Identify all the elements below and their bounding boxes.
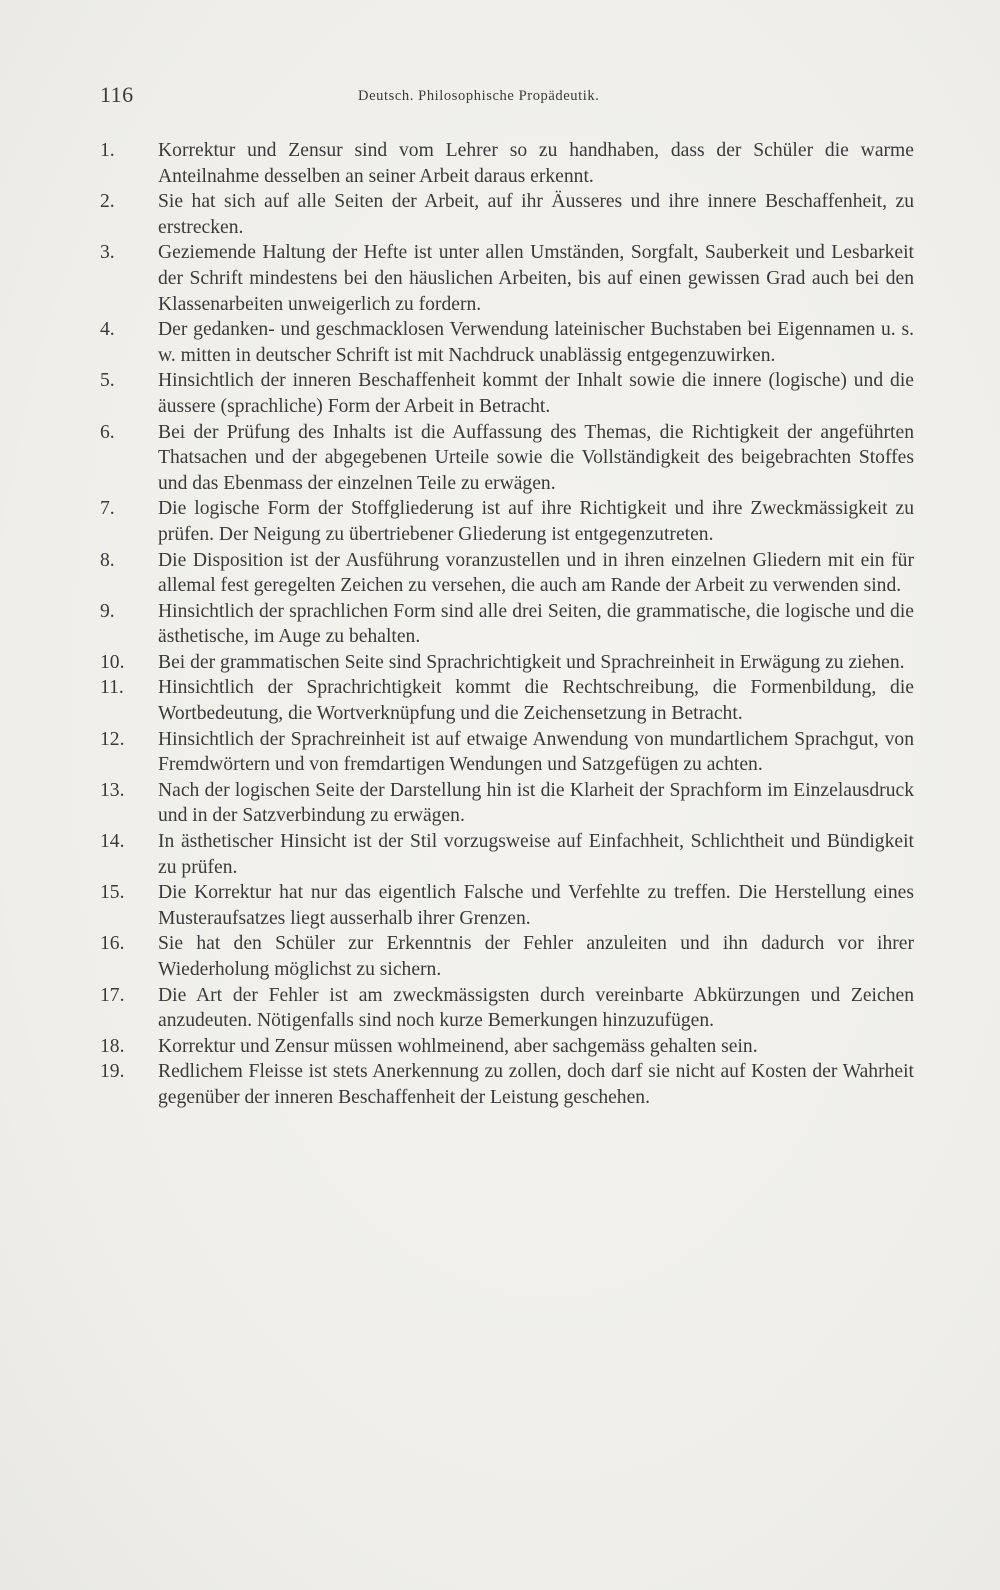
item-number: 1. bbox=[100, 140, 115, 161]
page-number: 116 bbox=[100, 82, 134, 107]
list-item bbox=[100, 420, 914, 497]
item-text: Hinsichtlich der sprachlichen Form sind alle drei Seiten, die grammatische, die logische und die ästhetische, im Auge zu behalten. bbox=[158, 600, 914, 648]
list-item bbox=[100, 368, 914, 419]
list-item bbox=[100, 1034, 914, 1060]
list-item bbox=[100, 778, 914, 829]
running-head: Deutsch. Philosophische Propädeutik. bbox=[358, 88, 600, 104]
item-number: 16. bbox=[100, 933, 125, 955]
item-text: Sie hat sich auf alle Seiten der Arbeit, auf ihr Äusseres und ihre innere Beschaffenheit, zu erstrecken. bbox=[158, 191, 914, 238]
item-number: 11. bbox=[100, 677, 124, 699]
item-text: Die Art der Fehler ist am zweckmässigsten durch vereinbarte Abkürzungen und Zeichen anzudeuten. Nötigenfalls sind noch kurze Bemerkungen hinzuzufügen. bbox=[158, 984, 914, 1032]
item-text: Die Disposition ist der Ausführung voranzustellen und in ihren einzelnen Gliedern mit ein für allemal fest geregelten Zeichen zu versehen, die auch am Rande der Arbeit zu verwenden sind. bbox=[158, 549, 914, 597]
item-number: 8. bbox=[100, 549, 115, 571]
item-text: Hinsichtlich der Sprachrichtigkeit kommt die Rechtschreibung, die Formenbildung, die Wortbedeutung, die Wortverknüpfung und die Zeichensetzung in Betracht. bbox=[158, 677, 914, 725]
item-number: 9. bbox=[100, 600, 115, 622]
item-text: Sie hat den Schüler zur Erkenntnis der Fehler anzuleiten und ihn dadurch vor ihrer Wiederholung möglichst zu sichern. bbox=[158, 933, 914, 980]
item-number: 14. bbox=[100, 831, 125, 853]
item-number: 3. bbox=[100, 242, 115, 264]
list-item bbox=[100, 599, 914, 650]
list-item bbox=[100, 189, 914, 240]
item-text: Der gedanken- und geschmacklosen Verwendung lateinischer Buchstaben bei Eigennamen u. s. w. mitten in deutscher Schrift ist mit Nachdruck unablässig entgegenzuwirken. bbox=[158, 319, 914, 366]
item-number: 12. bbox=[100, 728, 125, 750]
list-item bbox=[100, 880, 914, 931]
item-number: 10. bbox=[100, 651, 125, 673]
item-number: 18. bbox=[100, 1035, 125, 1057]
item-text: Die Korrektur hat nur das eigentlich Falsche und Verfehlte zu treffen. Die Herstellung eines Musteraufsatzes liegt ausserhalb ihrer Grenzen. bbox=[158, 882, 914, 929]
list-item bbox=[100, 1059, 914, 1110]
item-text: Hinsichtlich der inneren Beschaffenheit kommt der Inhalt sowie die innere (logische) und die äussere (sprachliche) Form der Arbeit in Betracht. bbox=[158, 370, 914, 417]
page-header bbox=[100, 82, 920, 112]
list-item bbox=[100, 317, 914, 368]
item-text: Bei der Prüfung des Inhalts ist die Auffassung des Themas, die Richtigkeit der angeführten Thatsachen und der abgegebenen Urteile sowie die Vollständigkeit des beigebrachten Stoffes und das Ebenmass der einzelnen Teile zu erwägen. bbox=[158, 421, 914, 494]
item-number: 2. bbox=[100, 191, 115, 213]
item-text: Geziemende Haltung der Hefte ist unter allen Umständen, Sorgfalt, Sauberkeit und Lesbarkeit der Schrift mindestens bei den häuslichen Arbeiten, bis auf einen gewissen Grad auch bei den Klassenarbeiten unweigerlich zu fordern. bbox=[158, 242, 914, 315]
list-item bbox=[100, 548, 914, 599]
item-text: Redlichem Fleisse ist stets Anerkennung zu zollen, doch darf sie nicht auf Kosten der Wahrheit gegenüber der inneren Beschaffenheit der Leistung geschehen. bbox=[158, 1061, 914, 1108]
list-item bbox=[100, 138, 914, 189]
list-item bbox=[100, 650, 914, 676]
list-item bbox=[100, 496, 914, 547]
list-item bbox=[100, 931, 914, 982]
item-number: 4. bbox=[100, 319, 115, 341]
item-text: Die logische Form der Stoffgliederung ist auf ihre Richtigkeit und ihre Zweckmässigkeit zu prüfen. Der Neigung zu übertriebener Gliederung ist entgegenzutreten. bbox=[158, 498, 914, 545]
list-item bbox=[100, 240, 914, 317]
item-number: 17. bbox=[100, 984, 125, 1006]
item-text: In ästhetischer Hinsicht ist der Stil vorzugsweise auf Einfachheit, Schlichtheit und Bündigkeit zu prüfen. bbox=[158, 831, 914, 878]
list-item bbox=[100, 983, 914, 1034]
list-item bbox=[100, 675, 914, 726]
item-text: Korrektur und Zensur müssen wohlmeinend, aber sachgemäss gehalten sein. bbox=[158, 1035, 758, 1057]
item-text: Nach der logischen Seite der Darstellung hin ist die Klarheit der Sprachform im Einzelausdruck und in der Satzverbindung zu erwägen. bbox=[158, 779, 914, 827]
list-item bbox=[100, 727, 914, 778]
item-text: Bei der grammatischen Seite sind Sprachrichtigkeit und Sprachreinheit in Erwägung zu ziehen. bbox=[158, 651, 905, 673]
item-text: Hinsichtlich der Sprachreinheit ist auf etwaige Anwendung von mundartlichem Sprachgut, von Fremdwörtern und von fremdartigen Wendungen und Satzgefügen zu achten. bbox=[158, 728, 914, 776]
item-number: 5. bbox=[100, 370, 115, 392]
item-number: 19. bbox=[100, 1061, 125, 1083]
item-number: 7. bbox=[100, 498, 115, 520]
item-number: 6. bbox=[100, 421, 115, 443]
item-number: 13. bbox=[100, 779, 125, 801]
item-text: Korrektur und Zensur sind vom Lehrer so zu handhaben, dass der Schüler die warme Anteilnahme desselben an seiner Arbeit daraus erkennt. bbox=[158, 140, 914, 187]
numbered-list bbox=[100, 138, 914, 1111]
list-item bbox=[100, 829, 914, 880]
item-number: 15. bbox=[100, 882, 125, 904]
